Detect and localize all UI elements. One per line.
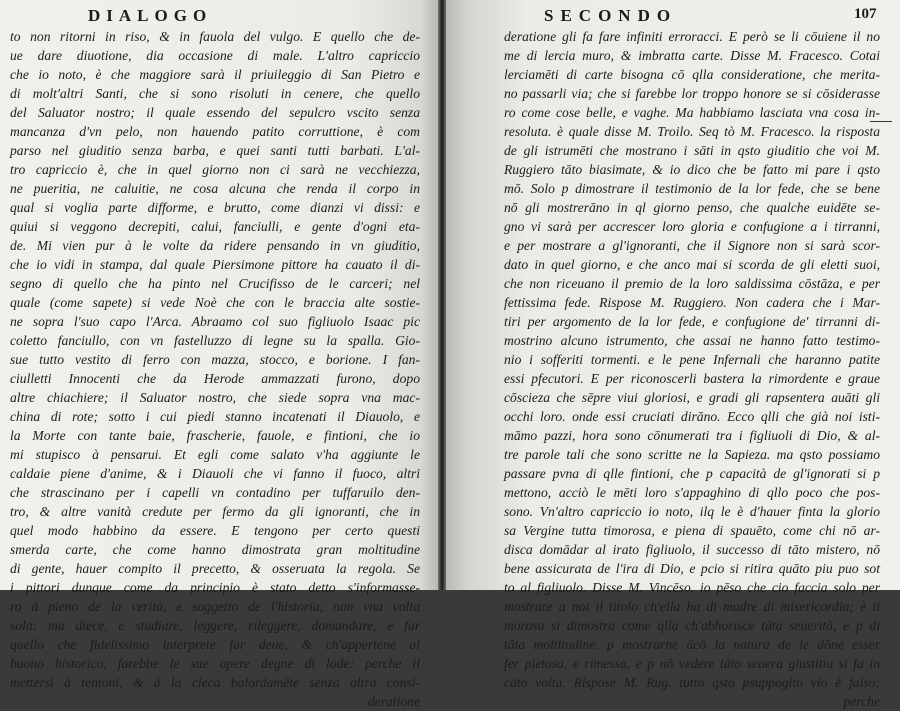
text-line: deratione gli fa fare infiniti erroracci. E però se li cōuiene il no (504, 29, 880, 44)
text-line: dato in quel giorno, e che anco mai si scorda de gli eletti suoi, (504, 257, 880, 272)
text-line: mettersi à tentoni, & à la cieca balordamēte senza altra consi- (10, 675, 420, 690)
text-line: quale (come sapete) si vede Noè che con le braccia alte sostie- (10, 295, 420, 310)
text-line: gno vi sarà per accrescer loro gloria e confugione a i tirranni, (504, 219, 880, 234)
text-line: quel modo habbino da essere. E tengono per certo questi (10, 523, 420, 538)
text-line: di gente, hauer compito il precetto, & osseruata la regola. Se (10, 561, 420, 576)
text-line: de. Mi vien pur à le volte da ridere pensando in vn giuditio, (10, 238, 420, 253)
text-line: di molt'altri Santi, che si sono risoluti in cenere, che quello (10, 86, 420, 101)
page-number: 107 (854, 6, 877, 22)
text-line: ne pueritia, ne caluitie, ne cosa alcuna che renda il corpo in (10, 181, 420, 196)
text-line: china di rote; sotto i cui piedi stanno incatenati il Diauolo, e (10, 409, 420, 424)
running-head-left: DIALOGO (88, 6, 213, 25)
text-line: che io vidi in stampa, dal quale Piersimone pittore ha cauato il di- (10, 257, 420, 272)
text-line: sono. Vn'altro capriccio io noto, ilq le è d'hauer finta la glorio (504, 504, 880, 519)
text-line: mancanza d'vn pelo, non hauendo patito corruttione, è com (10, 124, 420, 139)
text-line: nio i sofferiti tormenti. e le pene Infernali che haranno patite (504, 352, 880, 367)
text-line: mettono, acciò le mēti loro s'appaghino di qllo poco che pos- (504, 485, 880, 500)
text-line: caldaie piene d'anime, & i Diauoli che vi fanno il fuoco, altri (10, 466, 420, 481)
text-line: lerciamēti di carte bisogna cō qlla consideratione, che merita- (504, 67, 880, 82)
text-line: de gli istrumēti che mostrano i sāti in qsto giuditio che voi M. (504, 143, 880, 158)
text-line: me di lercia muro, & imbratta carte. Disse M. Fracesco. Cotai (504, 48, 880, 63)
text-line: ciulletti Innocenti che da Herode ammazzati furono, dopo (10, 371, 420, 386)
text-line: sa Vergine tutta timorosa, e piena di spauēto, come chi nō ar- (504, 523, 880, 538)
catchword: deratione (367, 694, 420, 709)
text-line: che non riceuano il premio de la loro saldissima cōstāza, e per (504, 276, 880, 291)
text-line: mi stupisco à pensarui. Et egli come salato v'ha aggiunte le (10, 447, 420, 462)
text-line: cōscieza che sēpre viui gloriosi, e gradi gli rapsentera auāti gli (504, 390, 880, 405)
text-line: tro, & altre vanità credute per fermo da gli ignoranti, che in (10, 504, 420, 519)
text-line: quiui si veggono decrepiti, calui, fanciulli, e gente d'ogni eta- (10, 219, 420, 234)
text-line: altre chiachiere; il Saluator nostro, che siede sopra vna mac- (10, 390, 420, 405)
text-line: resoluta. è quale disse M. Troilo. Seq tò M. Fracesco. la risposta (504, 124, 880, 139)
text-line: morosa si dimostra come qlla ch'abhorisce tāta seuerità, e p di (504, 618, 880, 633)
text-line: mostrino alcuno istrumento, che assai ne hanno fatto testimo- (504, 333, 880, 348)
text-line: coletto fanciullo, con vn fastelluzzo di legne su la spalla. Gio- (10, 333, 420, 348)
text-line: māmo pazzi, hora sono cōnumerati tra i figliuoli di Dio, & al- (504, 428, 880, 443)
text-line: tre parole tali che sono scritte ne la Sapieza. ma qsto possiamo (504, 447, 880, 462)
text-line: mō. Solo p dimostrare il testimonio de la lor fede, che se bene (504, 181, 880, 196)
text-line: fettissima fede. Rispose M. Ruggiero. Non cadera che i Mar- (504, 295, 880, 310)
text-line: mostrare a noi il titolo ch'ella ha di madre di misericordia; è ti (504, 599, 880, 614)
text-line: fer pietosa, e rimessa, e p nō vedere tāto seuera giustitia si fa in (504, 656, 880, 671)
text-line: essi pfecutori. E per riconoscerli bastera la rimordente e graue (504, 371, 880, 386)
text-line: bene assicurata de l'ira di Dio, e pcio si ritira quāto piu puo sot (504, 561, 880, 576)
text-line: smerda carte, che come hanno dimostrata gran moltitudine (10, 542, 420, 557)
text-line: del Saluator nostro; il quale essendo del sepulcro vscito senza (10, 105, 420, 120)
text-line: parso nel giuditio senza barba, e quei santi tutti barbati. L'al- (10, 143, 420, 158)
text-line: ro à pieno de la verità, e soggetto de l'historia, non vna volta (10, 599, 420, 614)
text-line: ne sopra l'suo capo l'Arca. Abraamo col suo figliuolo Isaac pic (10, 314, 420, 329)
text-line: occhi loro. onde essi cruciati dirāno. Ecco qlli che già noi isti- (504, 409, 880, 424)
text-line: che strascinano per i capelli vn contadino per tuffaruilo den- (10, 485, 420, 500)
book-gutter (438, 0, 446, 590)
text-line: buono historico, farebbe le sue opere degne di lode: perche il (10, 656, 420, 671)
running-head-right: SECONDO (544, 6, 678, 25)
text-line: to non ritorni in riso, & in fauola del vulgo. E quello che de- (10, 29, 420, 44)
right-text-block (504, 27, 880, 711)
text-line: ro come cose belle, e vaghe. Ma habbiamo lasciata vna cosa in- (504, 105, 880, 120)
text-line: Ruggiero tāto biasimate, & io dico che be fatto mi pare i qsto (504, 162, 880, 177)
text-line: ue dare diuotione, dia occasione di male. L'altro capriccio (10, 48, 420, 63)
right-page (446, 0, 900, 709)
text-line: e per mostrare a gl'ignoranti, che il Signore non si sarà scor- (504, 238, 880, 253)
margin-annotation-line (870, 121, 892, 122)
text-line: che io noto, è che maggiore sarà il priuileggio di San Pietro e (10, 67, 420, 82)
text-line: tro capriccio è, che in quel giorno non ci sarà ne vecchiezza, (10, 162, 420, 177)
left-page (0, 0, 438, 709)
text-line: i pittori dunque come da principio è stato detto s'informasse- (10, 580, 420, 595)
text-line: la Morte con tante baie, frascherie, fauole, e fintioni, che io (10, 428, 420, 443)
catchword: perche (843, 694, 880, 709)
text-line: tiri per argomento de la lor fede, e confugione de' tirranni di- (504, 314, 880, 329)
text-line: segno di quello che ha pinto nel Crucifisso de le carceri; nel (10, 276, 420, 291)
text-line: cāto volta. Rispose M. Rug. tutto qsto psuppogito vio è falso; (504, 675, 880, 690)
text-line: sola: ma diece, e studiare, leggere, rileggere, domandare, e far (10, 618, 420, 633)
text-line: nō gli mostrerāno in ql giorno penso, che qualche euidēte se- (504, 200, 880, 215)
text-line: tāta moltitudine. p mostrarne ācō la natura de le dōne esser (504, 637, 880, 652)
text-line: to al figliuolo. Disse M. Vincēso. io pēso che cio faccia solo per (504, 580, 880, 595)
text-line: no passarli via; che si farebbe lor troppo honore se si cōsiderasse (504, 86, 880, 101)
text-line: quello che fidelissimo interprete far deue, & ch'appertene al (10, 637, 420, 652)
text-line: disca domādar al irato figliuolo, il successo di tāto mistero, nō (504, 542, 880, 557)
text-line: qual si voglia parte difforme, e brutto, come dianzi vi dissi: e (10, 200, 420, 215)
text-line: passare pvna di qlle fintioni, che p capacità de gl'ignorati si p (504, 466, 880, 481)
text-line: sue tutto vestito di ferro con mazza, stocco, e borione. I fan- (10, 352, 420, 367)
left-text-block (10, 27, 420, 711)
